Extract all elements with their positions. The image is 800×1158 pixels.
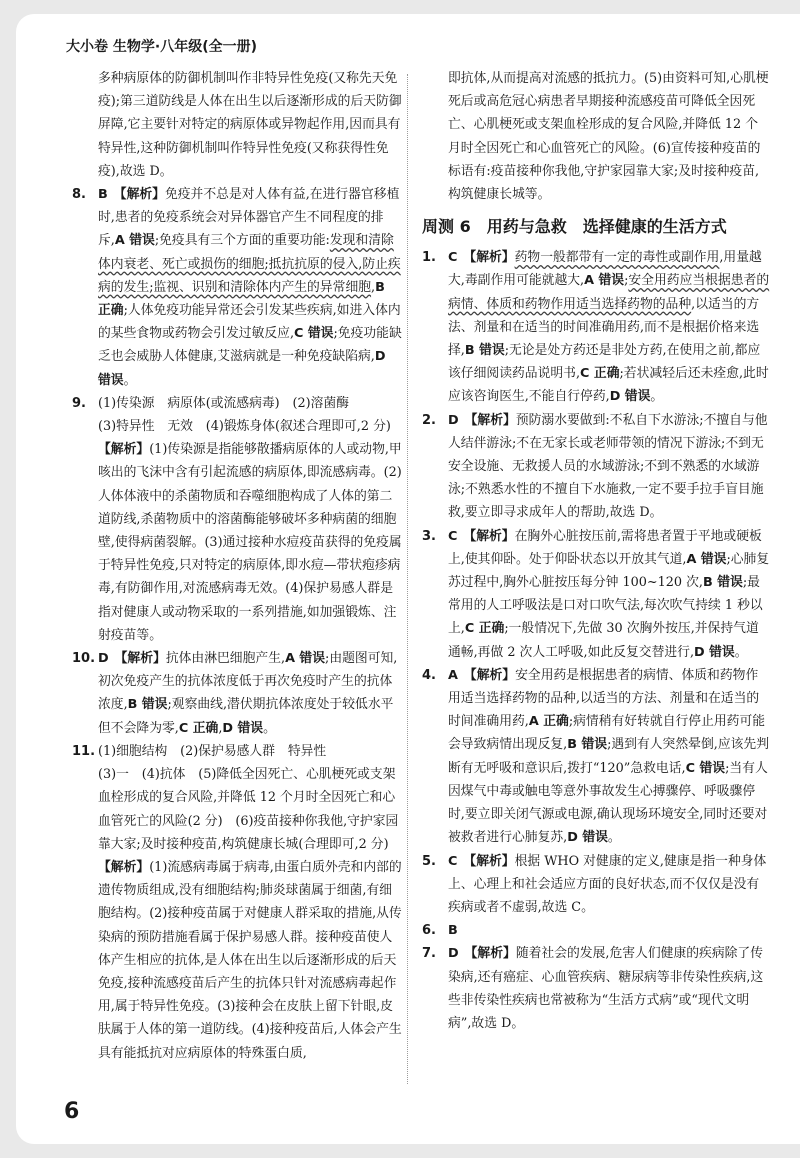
page-number: 6 xyxy=(64,1099,80,1124)
answer-4: 4. A 【解析】安全用药是根据患者的病情、体质和药物作用适当选择药物的品种,以适当的方法、剂量和在适当的时间准确用药,A 正确;病情稍有好转就自行停止用药可能会导致病情出现反复,B 错误;遇到有人突然晕倒,应该先判断有无呼吸和意识后,拨打“120”急救电话,C 错误;当有人因煤气中毒或触电等意外事故发生心搏骤停、呼吸骤停时,要立即关闭气源或电源,确认现场环境安全,同时还要对被救者进行心肺复苏,D 错误。 xyxy=(422,667,770,846)
answer-10: 10. D 【解析】抗体由淋巴细胞产生,A 错误;由题图可知,初次免疫产生的抗体浓度低于再次免疫时产生的抗体浓度,B 错误;观察曲线,潜伏期抗体浓度处于较低水平但不会降为零,C 正确,D 错误。 xyxy=(72,647,402,740)
page xyxy=(16,14,800,1144)
question-number: 8. xyxy=(72,187,86,203)
analysis-tag: 【解析】 xyxy=(113,187,165,203)
question-number: 9. xyxy=(72,395,86,411)
question-number: 10. xyxy=(72,651,96,667)
answer-5: 5. C 【解析】根据 WHO 对健康的定义,健康是指一种身体上、心理上和社会适应方面的良好状态,而不仅仅是没有疾病或者不虚弱,故选 C。 xyxy=(422,853,767,915)
section-title: 周测 6 用药与急救 选择健康的生活方式 xyxy=(422,217,727,237)
answer-9: 9. (1)传染源 病原体(或流感病毒) (2)溶菌酶 (3)特异性 无效 (4)锻炼身体(叙述合理即可,2 分) xyxy=(72,392,402,438)
answer-2: 2. D 【解析】预防溺水要做到:不私自下水游泳;不擅自与他人结伴游泳;不在无家长或老师带领的情况下游泳;不到无安全设施、无救援人员的水域游泳;不到不熟悉的水域游泳;不熟悉水性的不擅自下水施救,一定不要手拉手盲目施救,要立即寻求成年人的帮助,故选 D。 xyxy=(422,412,768,521)
answer-8: 8. B 【解析】免疫并不总是对人体有益,在进行器官移植时,患者的免疫系统会对异体器官产生不同程度的排斥,A 错误;免疫具有三个方面的重要功能:发现和清除体内衰老、死亡或损伤的细胞;抵抗抗原的侵入,防止疾病的发生;监视、识别和清除体内产生的异常细胞,B 正确;人体免疫功能异常还会引发某些疾病,如进入体内的某些食物或药物会引发过敏反应,C 错误;免疫功能缺乏也会威胁人体健康,艾滋病就是一种免疫缺陷病,D 错误。 xyxy=(72,183,402,392)
left-column xyxy=(72,67,402,1065)
answer-1: 1. C 【解析】药物一般都带有一定的毒性或副作用,用量越大,毒副作用可能就越大,A 错误;安全用药应当根据患者的病情、体质和药物作用适当选择药物的品种,以适当的方法、剂量和在适当的时间准确用药,而不是根据价格来选择,B 错误;无论是处方药还是非处方药,在使用之前,都应该仔细阅读药品说明书,C 正确;若状减轻后还未痊愈,此时应该咨询医生,不能自行停药,D 错误。 xyxy=(422,246,770,408)
question-number: 1. xyxy=(422,250,436,266)
column-divider xyxy=(407,74,408,1084)
answer-11: 11. (1)细胞结构 (2)保护易感人群 特异性 (3)一 (4)抗体 (5)降低全因死亡、心肌梗死或支架血栓形成的复合风险,并降低 12 个月时全因死亡和心血管死亡的风险(2 分) (6)疫苗接种你我他,守护家园靠大家;及时接种疫苗,构筑健康长城(合理即可,2 分) xyxy=(72,740,402,856)
analysis-9: 【解析】(1)传染源是指能够散播病原体的人或动物,甲咳出的飞沫中含有引起流感的病原体,即流感病毒。(2)人体体液中的杀菌物质和吞噬细胞构成了人体的第二道防线,杀菌物质中的溶菌酶能够破坏多种病菌的细胞壁,使得病菌裂解。(3)通过接种水痘疫苗获得的免疫属于特异性免疫,只对特定的病原体,即水痘—带状疱疹病毒,有防御作用,对流感病毒无效。(4)保护易感人群是指对健康人或动物采取的一系列措施,如加强锻炼、注射疫苗等。 xyxy=(98,442,402,643)
key-point: 发现和清除体内衰老、死亡或损伤的细胞;抵抗抗原的侵入,防止疾病的发生;监视、识别和清除体内产生的异常细胞 xyxy=(98,233,401,295)
page-header: 大小卷 生物学·八年级(全一册) xyxy=(66,39,257,55)
continued-paragraph: 多种病原体的防御机制叫作非特异性免疫(又称先天免疫);第三道防线是人体在出生以后逐渐形成的后天防御屏障,它主要针对特定的病原体或异物起作用,因而具有特异性,这种防御机制叫作特异性免疫(又称获得性免疫),故选 D。 xyxy=(98,71,402,179)
question-number: 11. xyxy=(72,743,96,759)
answer-letter: D xyxy=(98,651,109,667)
answer-6: 6. B xyxy=(422,923,458,939)
right-column xyxy=(422,67,770,1035)
answer-letter: B xyxy=(98,187,108,203)
continued-paragraph: 即抗体,从而提高对流感的抵抗力。(5)由资料可知,心肌梗死后或高危冠心病患者早期接种流感疫苗可降低全因死亡、心肌梗死或支架血栓形成的复合风险,并降低 12 个月时全因死亡和心血管死亡的风险。(6)宣传接种疫苗的标语有:疫苗接种你我他,守护家园靠大家;及时接种疫苗,构筑健康长城等。 xyxy=(448,71,769,203)
answer-3: 3. C 【解析】在胸外心脏按压前,需将患者置于平地或硬板上,使其仰卧。处于仰卧状态以开放其气道,A 错误;心肺复苏过程中,胸外心脏按压每分钟 100~120 次,B 错误;最常用的人工呼吸法是口对口吹气法,每次吹气持续 1 秒以上,C 正确;一般情况下,先做 30 次胸外按压,并保持气道通畅,再做 2 次人工呼吸,如此反复交替进行,D 错误。 xyxy=(422,528,770,660)
answer-7: 7. D 【解析】随着社会的发展,危害人们健康的疾病除了传染病,还有癌症、心血管疾病、糖尿病等非传染性疾病,这些非传染性疾病也常被称为“生活方式病”或“现代文明病”,故选 D。 xyxy=(422,946,764,1031)
analysis-11: 【解析】(1)流感病毒属于病毒,由蛋白质外壳和内部的遗传物质组成,没有细胞结构;肺炎球菌属于细菌,有细胞结构。(2)接种疫苗属于对健康人群采取的措施,从传染病的预防措施看属于保护易感人群。接种疫苗使人体产生相应的抗体,是人体在出生以后逐渐形成的后天免疫,接种流感疫苗后产生的抗体只针对流感病毒起作用,属于特异性免疫。(3)接种会在皮肤上留下针眼,皮肤属于人体的第一道防线。(4)接种疫苗后,人体会产生具有能抵抗对应病原体的特殊蛋白质, xyxy=(98,859,402,1061)
